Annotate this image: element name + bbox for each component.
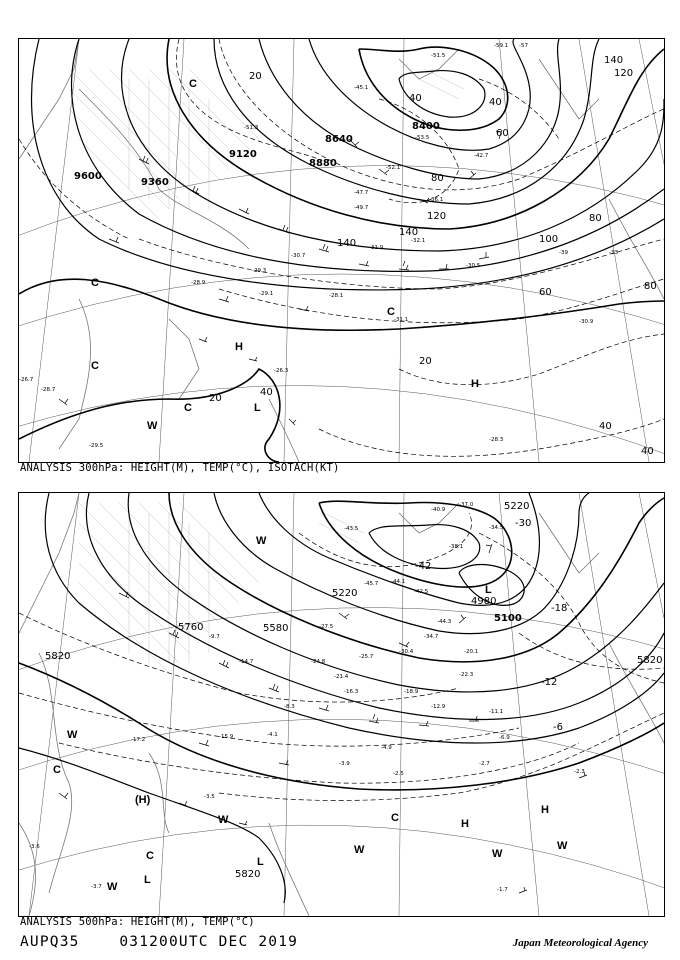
temp-label: -39: [559, 250, 568, 256]
isotherm-label: -12: [541, 677, 558, 688]
temp-label: -30.9: [579, 319, 594, 325]
temp-label: -51.5: [431, 53, 446, 59]
temp-label: -28.7: [41, 387, 56, 393]
temp-label: -3.7: [91, 884, 102, 890]
temp-label: -26.3: [274, 368, 289, 374]
caption-300hpa: ANALYSIS 300hPa: HEIGHT(M), TEMP(°C), ISOTACH(KT): [20, 462, 340, 474]
isotach-label: 40: [641, 446, 654, 457]
temp-label: -36.1: [429, 197, 444, 203]
temp-label: -42.7: [474, 153, 489, 159]
cold-marker: C: [91, 360, 99, 372]
temp-label: -34.7: [424, 634, 439, 640]
temp-label: -18.9: [404, 689, 419, 695]
temp-label: -52.1: [386, 165, 401, 171]
isotach-label: 40: [489, 97, 502, 108]
temp-label: -32.1: [411, 238, 426, 244]
low-marker: L: [254, 402, 261, 414]
low-marker: L: [257, 856, 264, 868]
temp-label: -45.7: [364, 581, 379, 587]
temp-label: -28.9: [191, 280, 206, 286]
chart-300hpa: [18, 38, 665, 463]
temp-labels-500: [29, 502, 585, 893]
warm-marker: W: [492, 848, 503, 860]
warm-marker: W: [218, 814, 229, 826]
temp-label: -12.9: [431, 704, 446, 710]
temp-label: -44.1: [391, 579, 406, 585]
height-label: 5100: [494, 613, 522, 624]
isotherm-label: -18: [551, 603, 568, 614]
temp-label: -2.7: [479, 761, 490, 767]
temp-label: -25.7: [359, 654, 374, 660]
high-marker: H: [541, 804, 549, 816]
isotach-label: 20: [249, 71, 262, 82]
temp-label: -24.8: [311, 659, 326, 665]
temp-label: -6.9: [499, 735, 510, 741]
temp-label: -31.1: [394, 317, 409, 323]
temp-label: -43.5: [344, 526, 359, 532]
height-label: 5820: [235, 869, 261, 880]
isotach-label: 80: [431, 173, 444, 184]
warm-marker: W: [354, 844, 365, 856]
high-marker: H: [235, 341, 243, 353]
temp-label: -3.5: [204, 794, 215, 800]
temp-label: -42.5: [414, 589, 429, 595]
temp-label: -11.1: [489, 709, 504, 715]
temp-label: -40.9: [431, 507, 446, 513]
isotach-label: 100: [539, 234, 559, 245]
temp-label: -30.5: [466, 263, 481, 269]
cold-marker: C: [184, 402, 192, 414]
warm-marker: W: [557, 840, 568, 852]
height-label: 5220: [332, 588, 358, 599]
temp-label: -49.7: [354, 205, 369, 211]
isotach-label: 120: [427, 211, 447, 222]
cold-marker: C: [189, 78, 197, 90]
agency-credit: Japan Meteorological Agency: [512, 937, 648, 949]
product-id: AUPQ35: [20, 934, 80, 950]
temp-label: -14.7: [239, 659, 254, 665]
height-label: 8640: [325, 134, 353, 145]
high-marker: (H): [135, 794, 151, 806]
temp-label: -57: [519, 43, 528, 49]
temp-label: -8.3: [284, 704, 295, 710]
isotach-label: 60: [496, 128, 509, 139]
temp-label: -15.9: [219, 734, 234, 740]
temp-label: -51.3: [244, 125, 259, 131]
isotach-label: 20: [209, 393, 222, 404]
isotach-label: 120: [614, 68, 634, 79]
temp-labels-300: [19, 43, 618, 449]
temp-label: -30.7: [291, 253, 306, 259]
temp-label: -59.1: [494, 43, 509, 49]
temp-label: -38.1: [449, 544, 464, 550]
high-marker: H: [461, 818, 469, 830]
isotach-label: 140: [399, 227, 419, 238]
temp-label: -30.4: [399, 649, 414, 655]
temp-label: -4.9: [381, 745, 392, 751]
isotherm-label: -42: [415, 561, 432, 572]
temp-label: -2.3: [574, 769, 585, 775]
height-label: 5820: [45, 651, 71, 662]
isotach-label: 60: [539, 287, 552, 298]
warm-marker: W: [147, 420, 158, 432]
temp-label: -20.1: [464, 649, 479, 655]
coastline-500: [19, 493, 664, 916]
temp-label: -22.3: [459, 672, 474, 678]
graticule-500: [19, 493, 664, 916]
temp-label: -37.0: [459, 502, 474, 508]
isotherm-labels-500: [415, 518, 567, 733]
map-300hpa: [19, 39, 664, 462]
temp-label: -29.5: [89, 443, 104, 449]
cold-marker: C: [387, 306, 395, 318]
temp-label: -33: [609, 250, 618, 256]
temp-label: -28.3: [489, 437, 504, 443]
height-label: 5760: [178, 622, 204, 633]
height-label: 5820: [637, 655, 663, 666]
height-label: 9600: [74, 171, 102, 182]
isotherm-label: -30: [515, 518, 532, 529]
height-label: 8400: [412, 121, 440, 132]
valid-time: 031200UTC DEC 2019: [119, 934, 299, 950]
warm-marker: W: [256, 535, 267, 547]
temp-label: -4.1: [267, 732, 278, 738]
cold-marker: C: [91, 277, 99, 289]
isotach-label: 80: [589, 213, 602, 224]
temp-label: -44.3: [437, 619, 452, 625]
isotach-label: 40: [599, 421, 612, 432]
isotach-label: 140: [337, 238, 357, 249]
map-500hpa: [19, 493, 664, 916]
height-label: 5220: [504, 501, 530, 512]
low-marker: L: [144, 874, 151, 886]
isotherms-500: [19, 513, 664, 801]
product-header: [20, 934, 298, 950]
temp-label: -16.3: [344, 689, 359, 695]
height-label: 5580: [263, 623, 289, 634]
warm-marker: W: [67, 729, 78, 741]
warm-marker: W: [107, 881, 118, 893]
isotherm-label: -6: [553, 722, 563, 733]
caption-500hpa: ANALYSIS 500hPa: HEIGHT(M), TEMP(°C): [20, 916, 255, 928]
isotach-label: 80: [644, 281, 657, 292]
cold-marker: C: [146, 850, 154, 862]
temp-label: -31.9: [369, 245, 384, 251]
temp-label: -34.5: [489, 525, 504, 531]
temp-label: -29.3: [252, 268, 267, 274]
temp-label: -3.6: [29, 844, 40, 850]
isotach-label: 40: [409, 93, 422, 104]
height-label: 9120: [229, 149, 257, 160]
cold-marker: C: [53, 764, 61, 776]
chart-500hpa: [18, 492, 665, 917]
height-label: 8880: [309, 158, 337, 169]
temp-label: -17.2: [131, 737, 146, 743]
height-label: 9360: [141, 177, 169, 188]
cold-marker: C: [391, 812, 399, 824]
temp-label: -53.5: [415, 135, 430, 141]
temp-label: -29.1: [259, 291, 274, 297]
temp-label: -45.1: [354, 85, 369, 91]
isotach-label: 140: [604, 55, 624, 66]
temp-label: -27.5: [319, 624, 334, 630]
isotach-label: 20: [419, 356, 432, 367]
temp-label: -3.9: [339, 761, 350, 767]
temp-label: -1.7: [497, 887, 508, 893]
isotach-label: 40: [260, 387, 273, 398]
temp-label: -21.4: [334, 674, 349, 680]
temp-label: -2.5: [393, 771, 404, 777]
low-marker: L: [485, 584, 492, 596]
temp-label: -47.7: [354, 190, 369, 196]
height-label: 4980: [471, 596, 497, 607]
temp-label: -28.1: [329, 293, 344, 299]
high-marker: H: [471, 378, 479, 390]
temp-label: -9.7: [209, 634, 220, 640]
temp-label: -26.7: [19, 377, 34, 383]
